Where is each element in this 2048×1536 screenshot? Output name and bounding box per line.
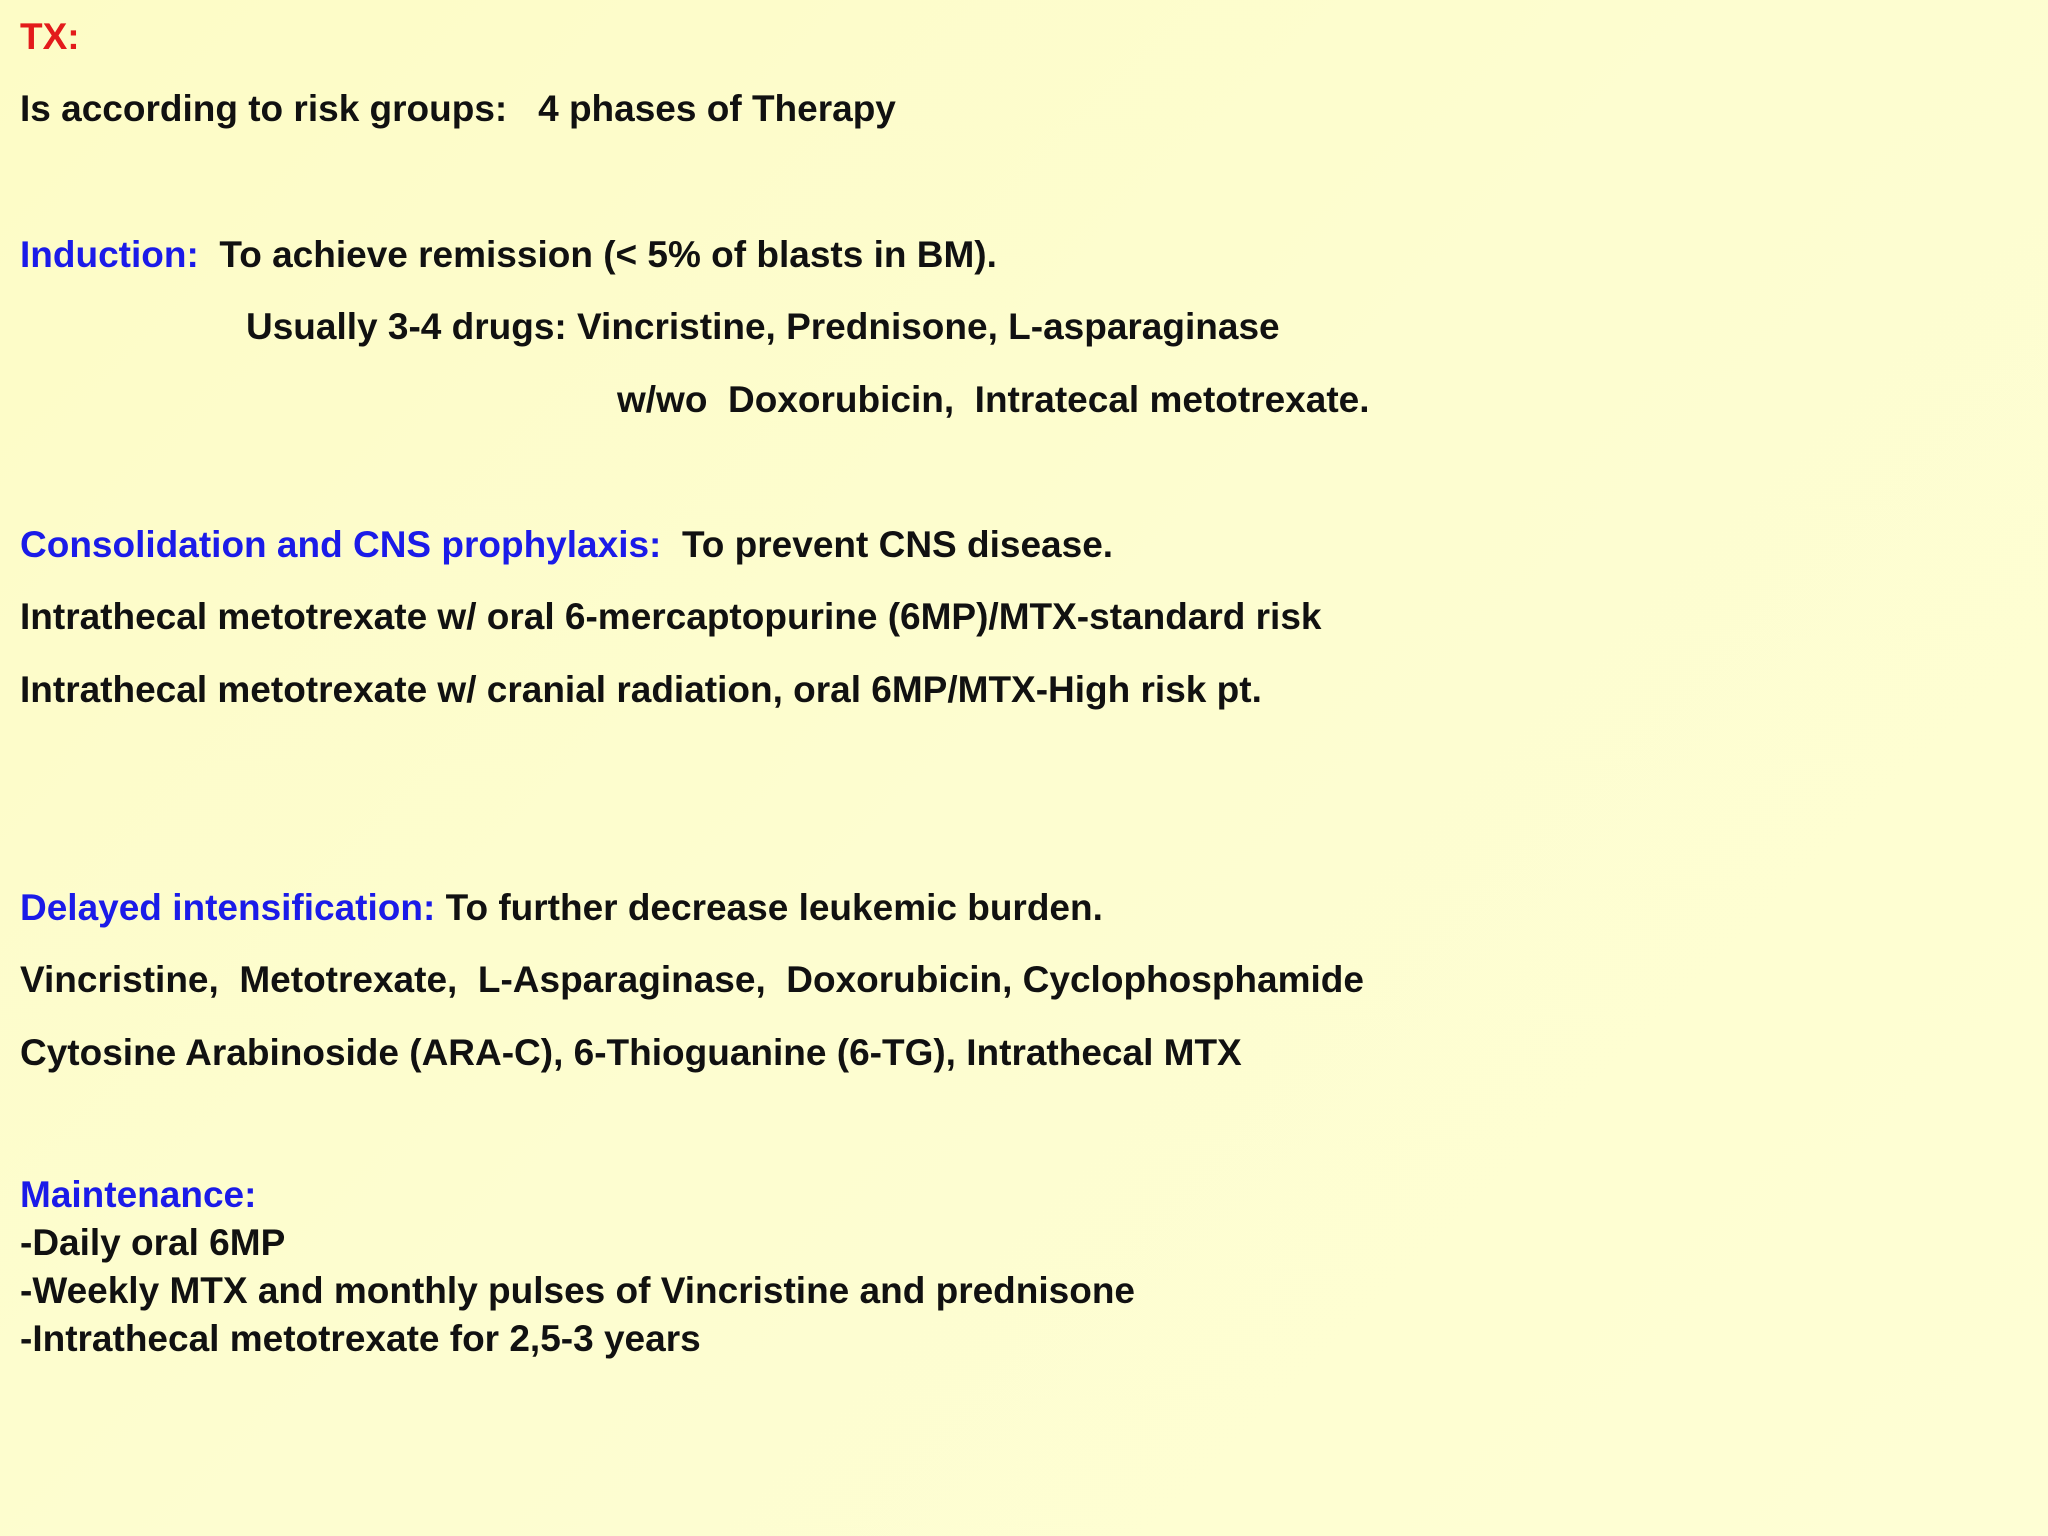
delayed-text: To further decrease leukemic burden.	[435, 887, 1103, 928]
maintenance-item: -Daily oral 6MP	[20, 1222, 286, 1263]
delayed-row	[20, 886, 1103, 930]
maintenance-item: -Intrathecal metotrexate for 2,5-3 years	[20, 1318, 701, 1359]
tx-intro: Is according to risk groups: 4 phases of Therapy	[20, 88, 896, 129]
induction-drugs-line2: w/wo Doxorubicin, Intratecal metotrexate.	[617, 379, 1370, 420]
induction-row	[20, 233, 997, 277]
delayed-line2: Cytosine Arabinoside (ARA-C), 6-Thioguanine (6-TG), Intrathecal MTX	[20, 1032, 1242, 1073]
maintenance-label: Maintenance:	[20, 1174, 257, 1215]
induction-text: To achieve remission (< 5% of blasts in BM).	[198, 234, 997, 275]
consolidation-line1: Intrathecal metotrexate w/ oral 6-mercaptopurine (6MP)/MTX-standard risk	[20, 596, 1322, 637]
maintenance-item: -Weekly MTX and monthly pulses of Vincristine and prednisone	[20, 1270, 1136, 1311]
consolidation-text: To prevent CNS disease.	[661, 524, 1114, 565]
delayed-line1: Vincristine, Metotrexate, L-Asparaginase, Doxorubicin, Cyclophosphamide	[20, 959, 1364, 1000]
induction-label: Induction:	[20, 234, 199, 275]
consolidation-row	[20, 523, 1113, 567]
consolidation-line2: Intrathecal metotrexate w/ cranial radiation, oral 6MP/MTX-High risk pt.	[20, 669, 1262, 710]
tx-heading: TX:	[20, 16, 80, 57]
induction-drugs-line1: Usually 3-4 drugs: Vincristine, Prednisone, L-asparaginase	[246, 306, 1280, 347]
consolidation-label: Consolidation and CNS prophylaxis:	[20, 524, 662, 565]
delayed-label: Delayed intensification:	[20, 887, 436, 928]
